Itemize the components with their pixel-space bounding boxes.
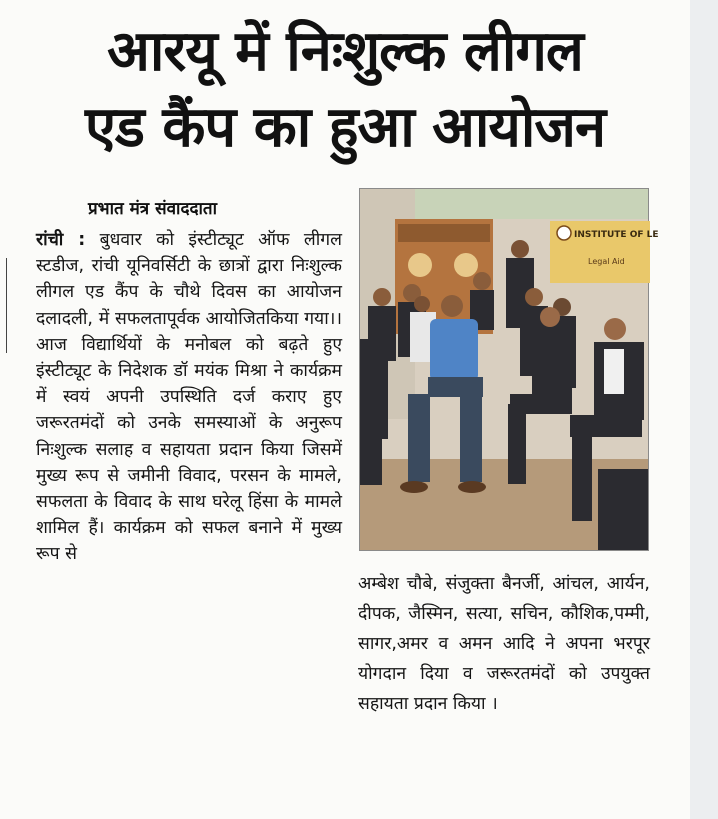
headline — [0, 14, 690, 166]
article-left-text: बुधवार को इंस्टीट्यूट ऑफ लीगल स्टडीज, रांची यूनिवर्सिटी के छात्रों द्वारा निःशुल्क लीगल एड कैंप के चौथे दिवस का आयोजन दलादली, में सफलतापूर्वक आयोजितकिया गया।। आज विद्यार्थियों के मनोबल को बढ़ते हुए इंस्टीट्यूट के निदेशक डॉ मयंक मिश्रा ने कार्यक्रम में स्वयं अपनी उपस्थिति दर्ज कराए हुए जरूरतमंदों को उनके समस्याओं के अनुरूप निःशुल्क सलाह व सहायता प्रदान किया जिसमें मुख्य रूप से जमीनी विवाद, परसन के मामले, सफलता के विवाद के साथ घरेलू हिंसा के मामले शामिल हैं। कार्यक्रम को सफल बनाने में मुख्य रूप से — [36, 230, 342, 565]
banner-text-1: INSTITUTE OF LE — [574, 230, 659, 240]
headline-line-2: एड कैंप का हुआ आयोजन — [84, 95, 606, 160]
institute-banner — [550, 221, 659, 283]
article-right-paragraph: अम्बेश चौबे, संजुक्ता बैनर्जी, आंचल, आर्यन, दीपक, जैस्मिन, सत्या, सचिन, कौशिक,पम्मी, सागर,अमर व अमन आदि ने अपना भरपूर योगदान दिया व जरूरतमंदों को उपयुक्त सहायता प्रदान किया । — [358, 574, 650, 714]
byline: प्रभात मंत्र संवाददाता — [88, 199, 218, 219]
page-margin — [690, 0, 718, 819]
article-left-paragraph — [36, 227, 342, 568]
banner-text-2: Legal Aid — [588, 257, 625, 266]
dateline-place: रांची : — [36, 230, 86, 250]
article-right-column — [358, 569, 650, 719]
event-photo — [359, 188, 659, 551]
column-rule — [6, 258, 7, 353]
headline-line-1: आरयू में निःशुल्क लीगल — [107, 19, 583, 84]
event-photo-illustration — [360, 189, 659, 550]
article-left-column — [36, 227, 342, 568]
